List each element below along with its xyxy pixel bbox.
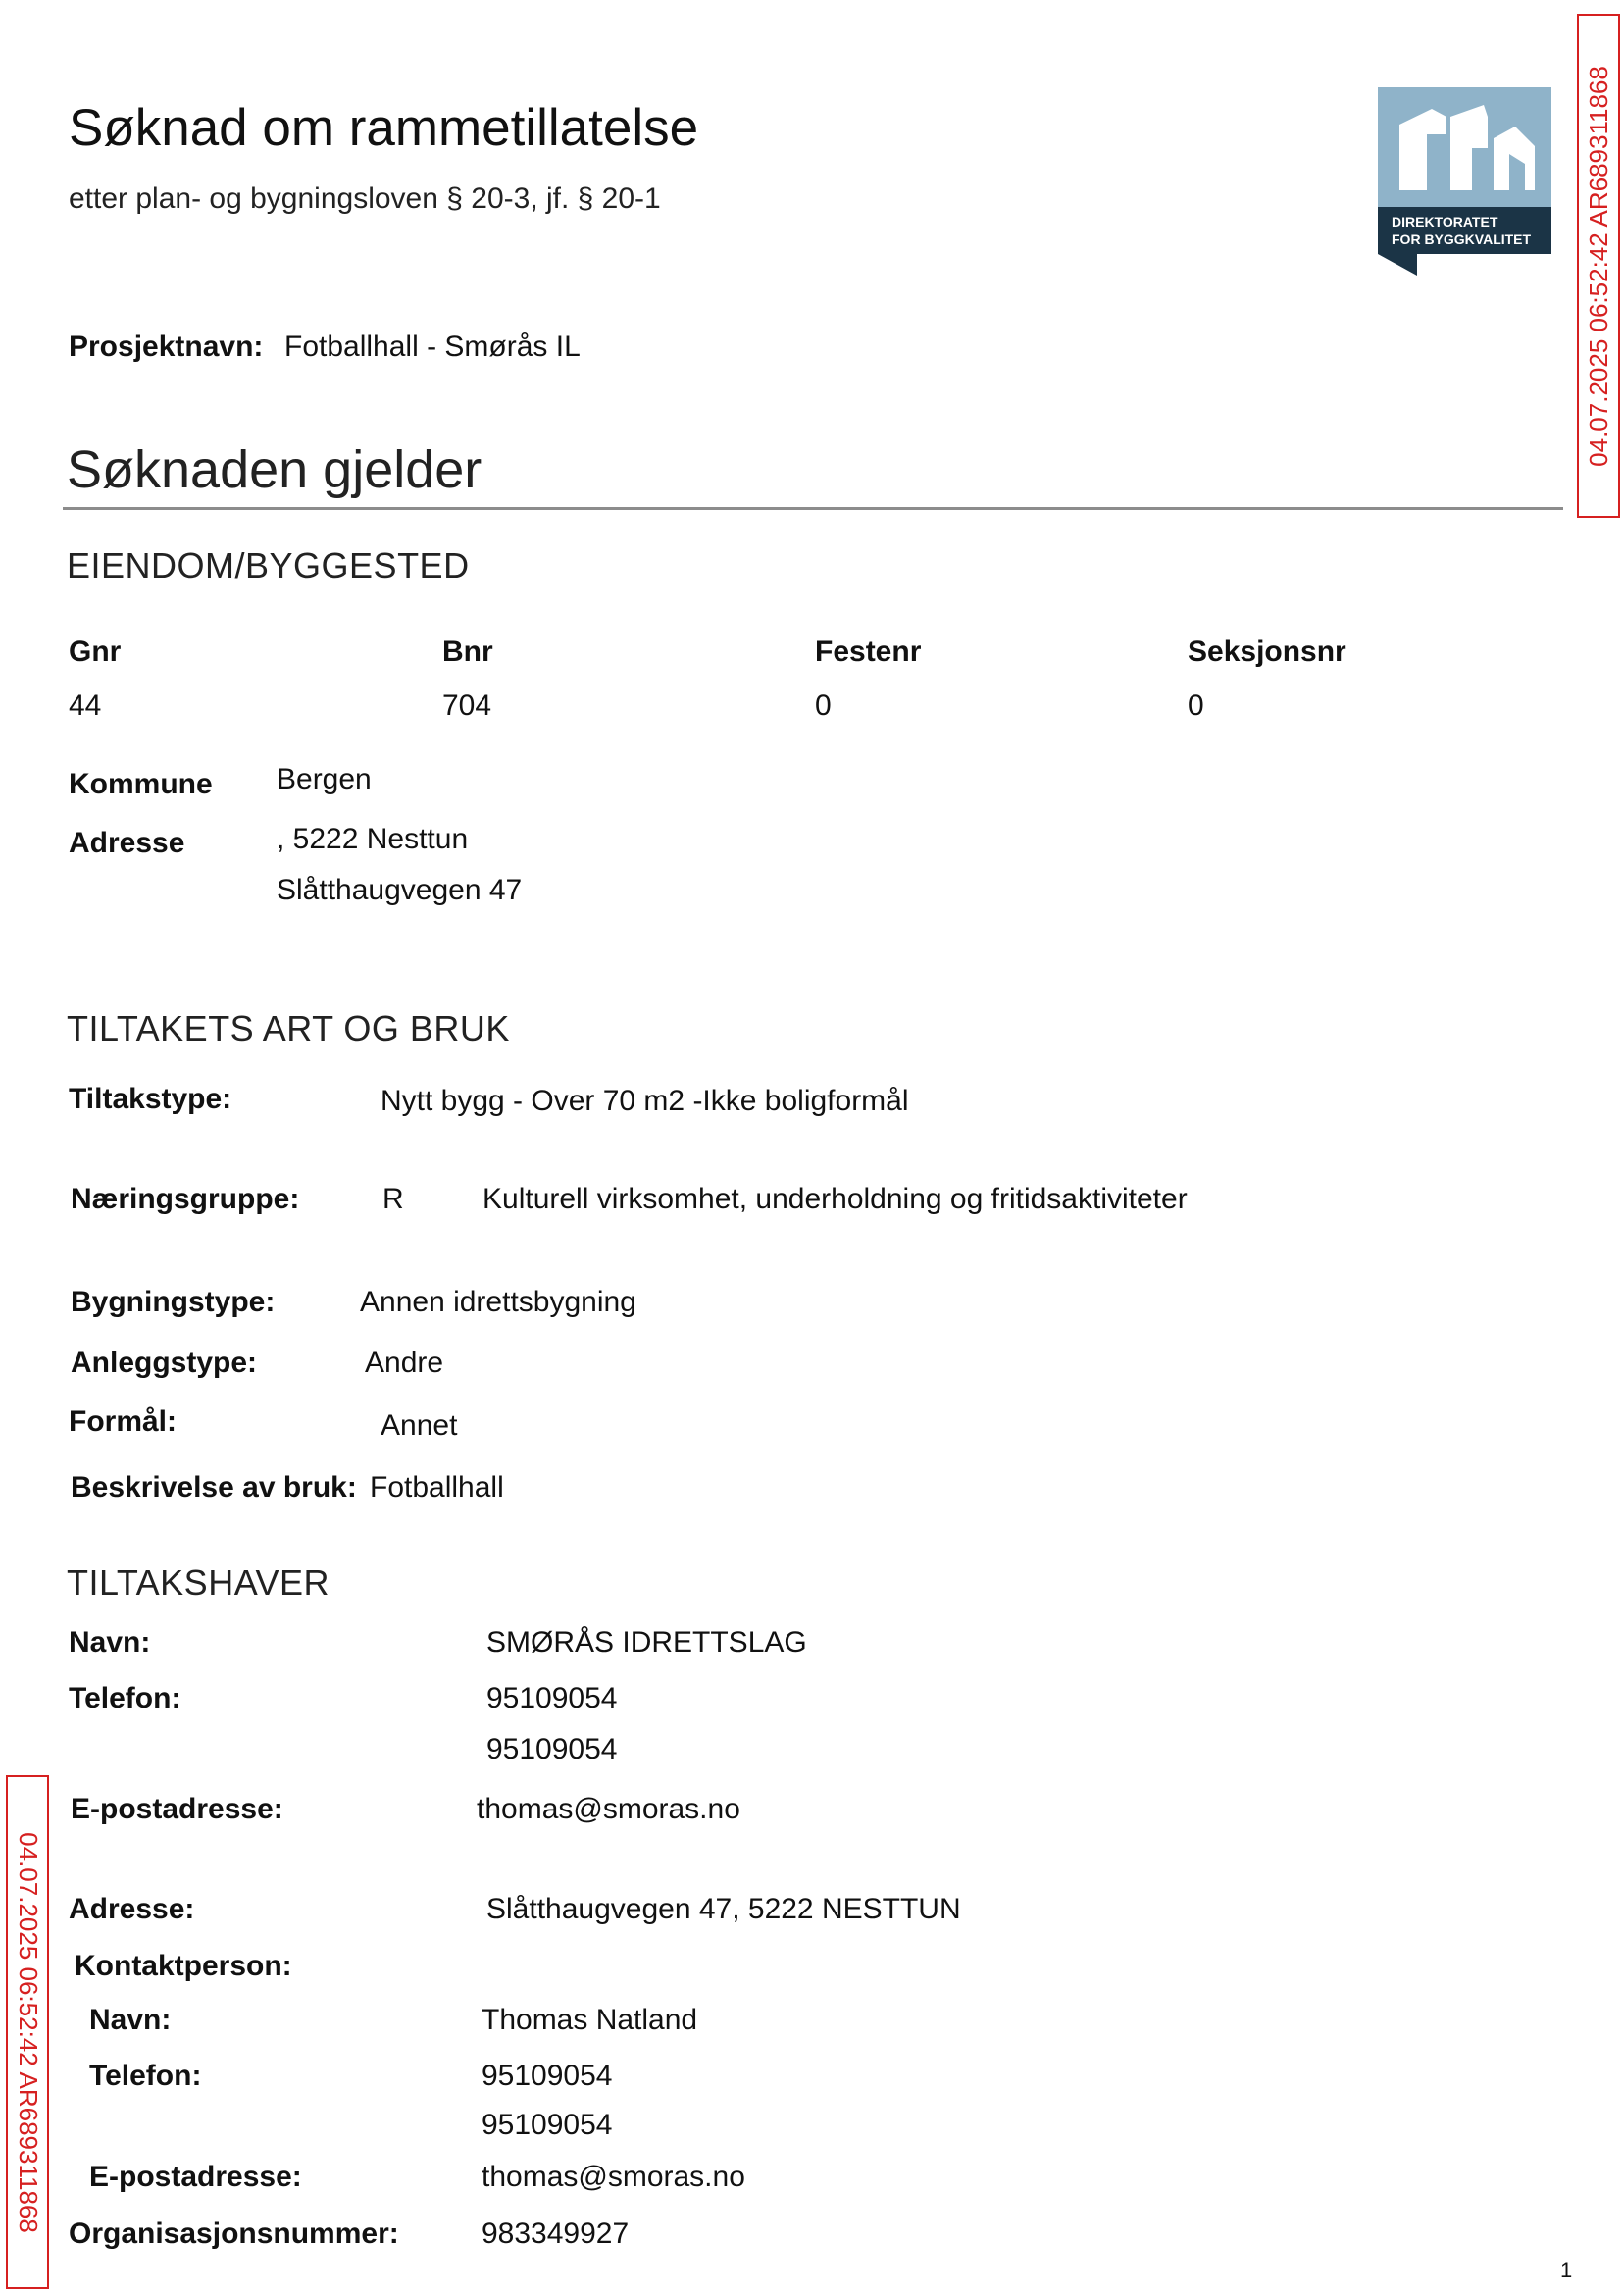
kommune-value: Bergen [277,763,372,795]
tiltakshaver-navn-label: Navn: [69,1626,151,1658]
kontakt-navn-value: Thomas Natland [482,2004,698,2036]
tiltakstype-value: Nytt bygg - Over 70 m2 -Ikke boligformål [381,1085,909,1117]
festenr-label: Festenr [815,636,922,668]
project-name-label: Prosjektnavn: [69,331,264,363]
date-stamp-bottom: 04.07.2025 06:52:42 AR689311868 [6,1775,49,2289]
logo-line1: DIREKTORATET [1392,214,1498,229]
gnr-label: Gnr [69,636,122,668]
kontakt-navn-label: Navn: [89,2004,172,2036]
logo-line2: FOR BYGGKVALITET [1392,231,1532,247]
tiltak-heading: TILTAKETS ART OG BRUK [67,1008,510,1048]
page-number: 1 [1560,2258,1573,2282]
bnr-label: Bnr [442,636,493,668]
anleggstype-value: Andre [365,1347,444,1379]
seksjonsnr-label: Seksjonsnr [1188,636,1346,668]
tiltakshaver-epost-value: thomas@smoras.no [477,1793,740,1825]
bnr-value: 704 [442,689,492,722]
kontakt-epost-value: thomas@smoras.no [482,2161,745,2193]
tiltakshaver-telefon-value1: 95109054 [486,1682,618,1714]
project-name-value: Fotballhall - Smørås IL [284,331,581,363]
adresse-line1: , 5222 Nesttun [277,823,469,855]
bygningstype-value: Annen idrettsbygning [360,1286,636,1318]
document-subtitle: etter plan- og bygningsloven § 20-3, jf. § 20-1 [69,182,661,215]
gnr-value: 44 [69,689,102,722]
formaal-value: Annet [381,1409,458,1442]
seksjonsnr-value: 0 [1188,689,1204,722]
date-stamp-top: 04.07.2025 06:52:42 AR689311868 [1577,14,1620,518]
naeringsgruppe-label: Næringsgruppe: [71,1183,300,1215]
formaal-label: Formål: [69,1405,178,1438]
adresse-label: Adresse [69,827,185,859]
tiltakshaver-adresse-label: Adresse: [69,1893,195,1925]
section-divider [63,507,1563,510]
tiltakshaver-telefon-label: Telefon: [69,1682,181,1714]
bygningstype-label: Bygningstype: [71,1286,276,1318]
property-heading: EIENDOM/BYGGESTED [67,545,470,586]
tiltakshaver-heading: TILTAKSHAVER [67,1562,330,1603]
tiltakstype-label: Tiltakstype: [69,1083,232,1115]
anleggstype-label: Anleggstype: [71,1347,258,1379]
kontakt-telefon-value2: 95109054 [482,2109,613,2141]
festenr-value: 0 [815,689,832,722]
naeringsgruppe-value: Kulturell virksomhet, underholdning og fritidsaktiviteter [482,1183,1188,1215]
kontakt-telefon-value1: 95109054 [482,2060,613,2092]
beskrivelse-label: Beskrivelse av bruk: [71,1471,357,1504]
orgnr-label: Organisasjonsnummer: [69,2218,399,2250]
dibk-logo-icon [1378,87,1551,276]
tiltakshaver-navn-value: SMØRÅS IDRETTSLAG [486,1626,807,1658]
orgnr-value: 983349927 [482,2218,630,2250]
naeringsgruppe-code: R [382,1183,404,1215]
kommune-label: Kommune [69,768,213,800]
kontakt-telefon-label: Telefon: [89,2060,202,2092]
tiltakshaver-telefon-value2: 95109054 [486,1733,618,1765]
tiltakshaver-epost-label: E-postadresse: [71,1793,283,1825]
beskrivelse-value: Fotballhall [370,1471,504,1504]
document-title: Søknad om rammetillatelse [69,99,699,157]
kontakt-epost-label: E-postadresse: [89,2161,302,2193]
kontaktperson-label: Kontaktperson: [75,1950,292,1982]
adresse-line2: Slåtthaugvegen 47 [277,874,523,906]
section-title: Søknaden gjelder [67,440,482,499]
tiltakshaver-adresse-value: Slåtthaugvegen 47, 5222 NESTTUN [486,1893,961,1925]
